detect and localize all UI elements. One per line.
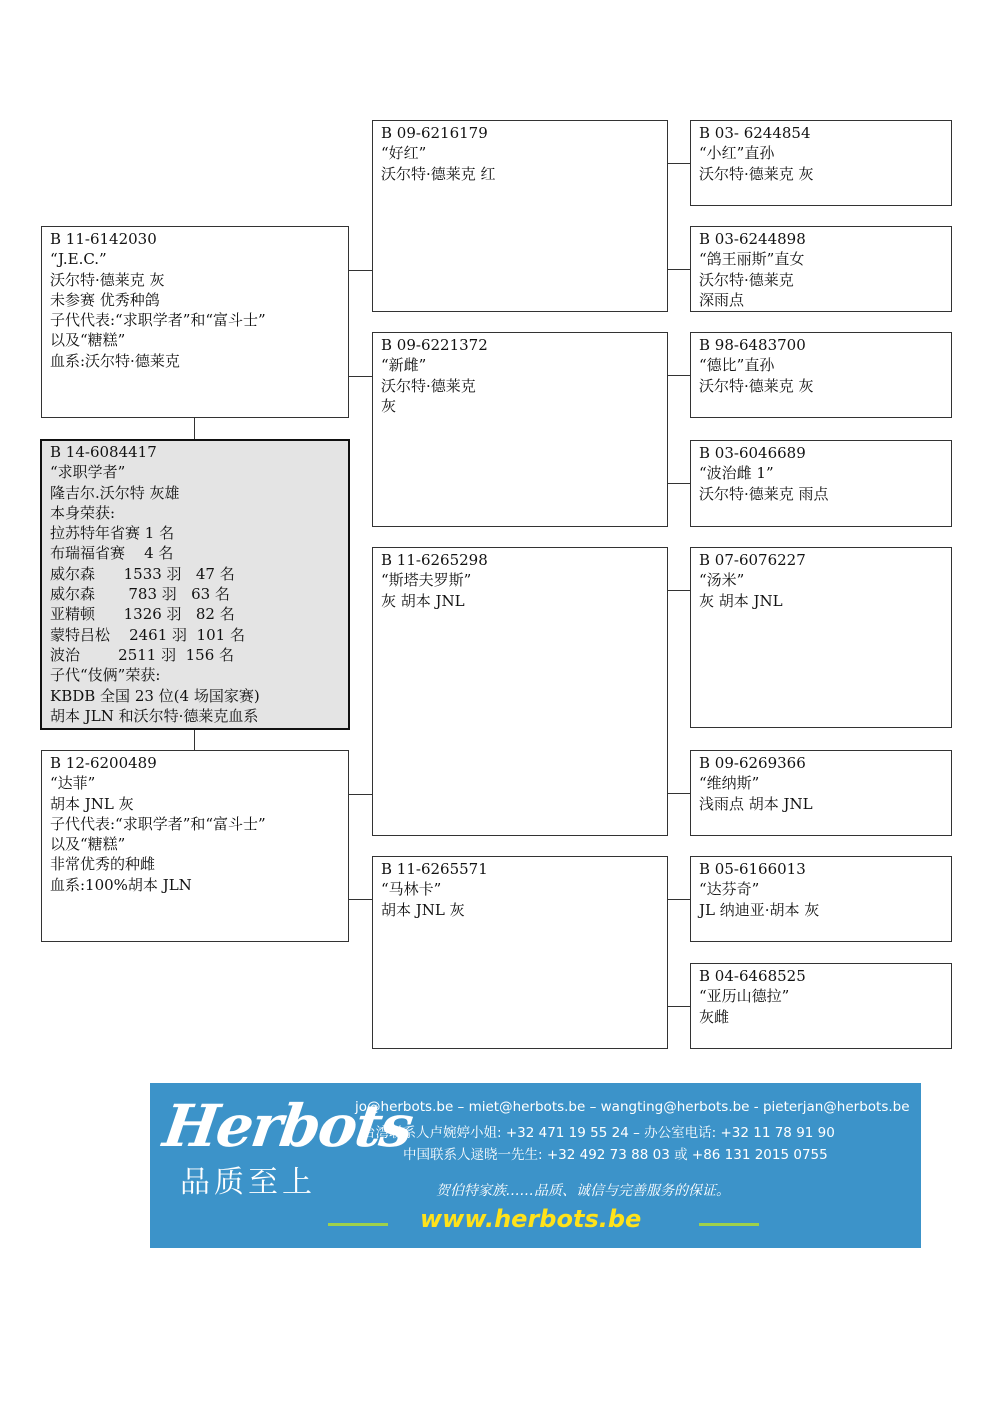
connector-line <box>668 899 690 900</box>
pigeon-detail: 浅雨点 胡本 JNL <box>699 794 813 813</box>
ring-number: B 11-6142030 <box>50 230 157 248</box>
pigeon-name: “汤米” <box>699 571 745 590</box>
ring-number: B 07-6076227 <box>699 551 806 569</box>
ring-number: B 09-6269366 <box>699 754 806 772</box>
gen3-box-4 <box>372 856 668 1049</box>
ring-number: B 09-6221372 <box>381 336 488 354</box>
connector-line <box>668 793 690 794</box>
connector-line <box>349 376 372 377</box>
pigeon-detail: 胡本 JNL 灰 <box>50 794 134 813</box>
connector-line <box>349 899 372 900</box>
pigeon-detail: 未参赛 优秀种鸽 <box>50 290 160 309</box>
bloodline-line: 胡本 JLN 和沃尔特·德莱克血系 <box>50 706 259 725</box>
pigeon-detail: 血系:沃尔特·德莱克 <box>50 351 180 370</box>
pigeon-name: “德比”直孙 <box>699 356 775 375</box>
result-line: 波治 2511 羽 156 名 <box>50 645 235 664</box>
ring-number: B 11-6265571 <box>381 860 488 878</box>
result-line: 拉苏特年省赛 1 名 <box>50 524 175 543</box>
ring-number: B 98-6483700 <box>699 336 806 354</box>
connector-line <box>668 590 690 591</box>
gen4-box-7 <box>690 856 952 942</box>
result-line: 威尔森 783 羽 63 名 <box>50 585 230 604</box>
connector-line <box>194 418 195 439</box>
gen3-box-3 <box>372 547 668 836</box>
ring-number: B 03- 6244854 <box>699 124 811 142</box>
ring-number: B 03-6046689 <box>699 444 806 462</box>
taiwan-contact: 台湾联系人卢婉婷小姐: +32 471 19 55 24 – 办公室电话: +32 11 78 91 90 <box>362 1125 835 1141</box>
ring-number: B 14-6084417 <box>50 443 157 461</box>
connector-line <box>668 483 690 484</box>
china-contact: 中国联系人逯晓一先生: +32 492 73 88 03 或 +86 131 2015 0755 <box>403 1147 828 1163</box>
pigeon-name: “好红” <box>381 144 427 163</box>
pigeon-detail: 沃尔特·德莱克 雨点 <box>699 484 829 503</box>
pigeon-detail: 沃尔特·德莱克 <box>381 376 476 395</box>
pigeon-detail: 隆吉尔.沃尔特 灰雄 <box>50 483 180 502</box>
pigeon-detail: 灰 胡本 JNL <box>381 591 465 610</box>
slogan: 品质至上 <box>180 1165 316 1200</box>
tagline: 贺伯特家族……品质、诚信与完善服务的保证。 <box>436 1183 730 1199</box>
pigeon-name: “小红”直孙 <box>699 144 775 163</box>
offspring-line: KBDB 全国 23 位(4 场国家赛) <box>50 686 260 705</box>
connector-line <box>349 794 372 795</box>
connector-line <box>194 730 195 750</box>
website-url: www.herbots.be <box>420 1205 642 1233</box>
pigeon-detail: 沃尔特·德莱克 <box>699 270 794 289</box>
pigeon-detail: 子代代表:“求职学者”和“富斗士” <box>50 311 266 330</box>
result-heading: 本身荣获: <box>50 503 116 522</box>
dam-box <box>41 750 349 942</box>
pigeon-detail: 子代代表:“求职学者”和“富斗士” <box>50 814 266 833</box>
connector-line <box>668 1006 690 1007</box>
pigeon-detail: 以及“糖糕” <box>50 331 126 350</box>
result-line: 布瑞福省赛 4 名 <box>50 544 174 563</box>
gen3-box-2 <box>372 332 668 527</box>
pigeon-name: “鸽王丽斯”直女 <box>699 250 805 269</box>
result-line: 威尔森 1533 羽 47 名 <box>50 564 235 583</box>
pigeon-name: “达芬奇” <box>699 880 760 899</box>
connector-line <box>668 269 690 270</box>
contact-emails: jo@herbots.be – miet@herbots.be – wangting@herbots.be - pieterjan@herbots.be <box>355 1099 910 1115</box>
pigeon-detail: 沃尔特·德莱克 灰 <box>699 376 814 395</box>
result-line: 蒙特吕松 2461 羽 101 名 <box>50 625 245 644</box>
connector-line <box>668 375 690 376</box>
pigeon-detail: 沃尔特·德莱克 红 <box>381 164 496 183</box>
gen3-box-1 <box>372 120 668 312</box>
pigeon-detail: 血系:100%胡本 JLN <box>50 875 192 894</box>
pigeon-name: “亚历山德拉” <box>699 987 790 1006</box>
ring-number: B 09-6216179 <box>381 124 488 142</box>
main-pigeon-box <box>40 439 350 730</box>
ring-number: B 05-6166013 <box>699 860 806 878</box>
herbots-logo: Herbots <box>159 1092 416 1160</box>
pigeon-detail: 胡本 JNL 灰 <box>381 900 465 919</box>
decorative-line <box>699 1223 759 1226</box>
pigeon-detail: 深雨点 <box>699 290 745 309</box>
offspring-heading: 子代“伎俩”荣获: <box>50 666 161 685</box>
connector-line <box>668 163 690 164</box>
gen4-box-3 <box>690 332 952 418</box>
pigeon-detail: 以及“糖糕” <box>50 835 126 854</box>
gen4-box-6 <box>690 750 952 836</box>
pigeon-name: “马林卡” <box>381 880 442 899</box>
gen4-box-1 <box>690 120 952 206</box>
pigeon-name: “斯塔夫罗斯” <box>381 571 472 590</box>
gen4-box-5 <box>690 547 952 728</box>
pigeon-detail: 灰 <box>381 396 397 415</box>
decorative-line <box>328 1223 388 1226</box>
pigeon-name: “新雌” <box>381 356 427 375</box>
pigeon-name: “波治雌 1” <box>699 464 774 483</box>
gen4-box-2 <box>690 226 952 312</box>
ring-number: B 11-6265298 <box>381 551 488 569</box>
pigeon-detail: 灰雌 <box>699 1007 730 1026</box>
ring-number: B 12-6200489 <box>50 754 157 772</box>
pigeon-name: “达菲” <box>50 774 96 793</box>
pigeon-detail: 非常优秀的种雌 <box>50 855 156 874</box>
pigeon-detail: JL 纳迪亚·胡本 灰 <box>699 900 820 919</box>
pigeon-detail: 灰 胡本 JNL <box>699 591 783 610</box>
pigeon-detail: 沃尔特·德莱克 灰 <box>699 164 814 183</box>
result-line: 亚精顿 1326 羽 82 名 <box>50 605 235 624</box>
ring-number: B 03-6244898 <box>699 230 806 248</box>
pigeon-detail: 沃尔特·德莱克 灰 <box>50 270 165 289</box>
ring-number: B 04-6468525 <box>699 967 806 985</box>
pigeon-name: “求职学者” <box>50 463 126 482</box>
pigeon-name: “J.E.C.” <box>50 250 107 269</box>
gen4-box-4 <box>690 440 952 527</box>
sire-box <box>41 226 349 418</box>
connector-line <box>349 270 372 271</box>
herbots-banner <box>150 1083 921 1248</box>
gen4-box-8 <box>690 963 952 1049</box>
pigeon-name: “维纳斯” <box>699 774 760 793</box>
